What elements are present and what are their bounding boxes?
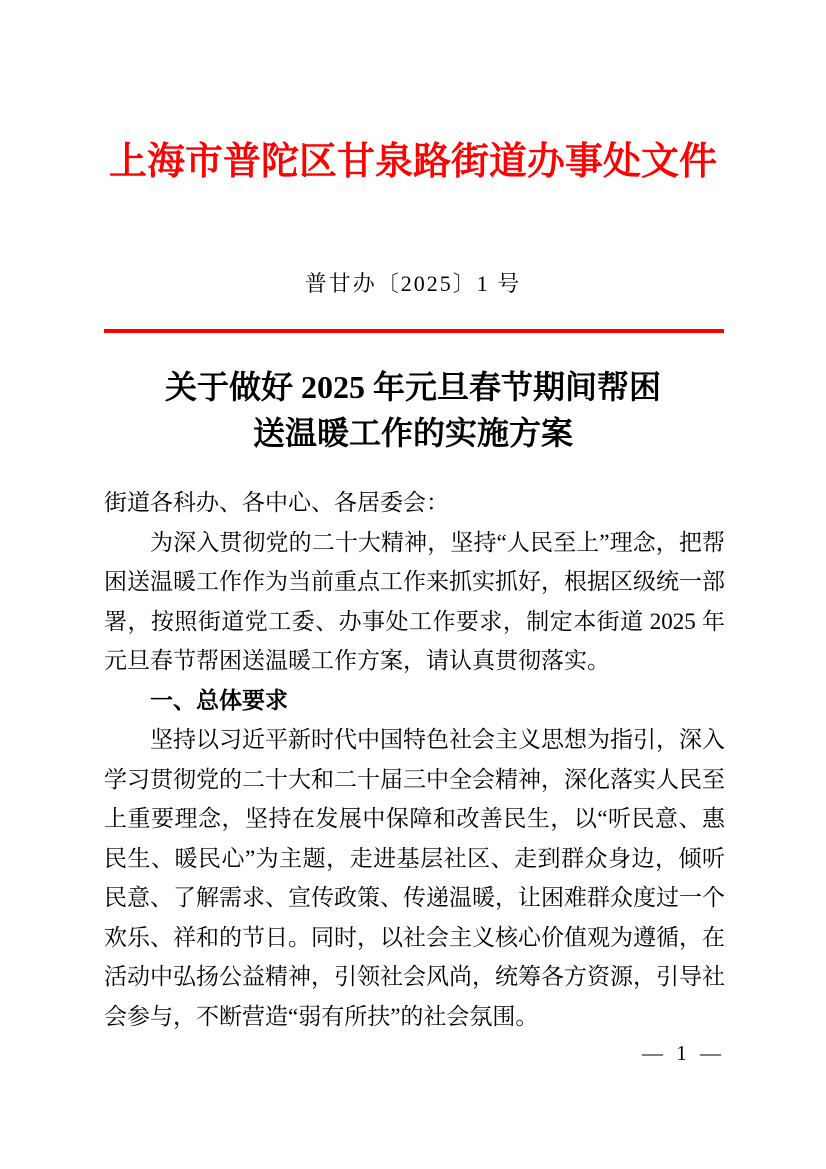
letterhead-title: 上海市普陀区甘泉路街道办事处文件	[108, 141, 717, 183]
document-body	[104, 483, 725, 1036]
paragraph-section-1: 坚持以习近平新时代中国特色社会主义思想为指引，深入学习贯彻党的二十大和二十届三中全会精神，深化落实人民至上重要理念，坚持在发展中保障和改善民生，以“听民意、惠民生、暖民心”为主题，走进基层社区、走到群众身边，倾听民意、了解需求、宣传政策、传递温暖，让困难群众度过一个欢乐、祥和的节日。同时，以社会主义核心价值观为遵循，在活动中弘扬公益精神，引领社会风尚，统筹各方资源，引导社会参与，不断营造“弱有所扶”的社会氛围。	[104, 727, 725, 1029]
salutation: 街道各科办、各中心、各居委会：	[104, 490, 449, 515]
page-number: — 1 —	[642, 1041, 725, 1065]
document-title-line1: 关于做好 2025 年元旦春节期间帮困	[164, 369, 661, 405]
document-title-line2: 送温暖工作的实施方案	[252, 415, 573, 451]
document-number: 普甘办〔2025〕1 号	[304, 271, 522, 296]
document-title	[0, 364, 826, 456]
paragraph-intro: 为深入贯彻党的二十大精神，坚持“人民至上”理念，把帮困送温暖工作作为当前重点工作来抓实抓好，根据区级统一部署，按照街道党工委、办事处工作要求，制定本街道 2025 年元旦春节帮困送温暖工作方案，请认真贯彻落实。	[104, 529, 725, 673]
section-heading-1: 一、总体要求	[150, 686, 288, 713]
red-divider-line	[104, 329, 724, 333]
